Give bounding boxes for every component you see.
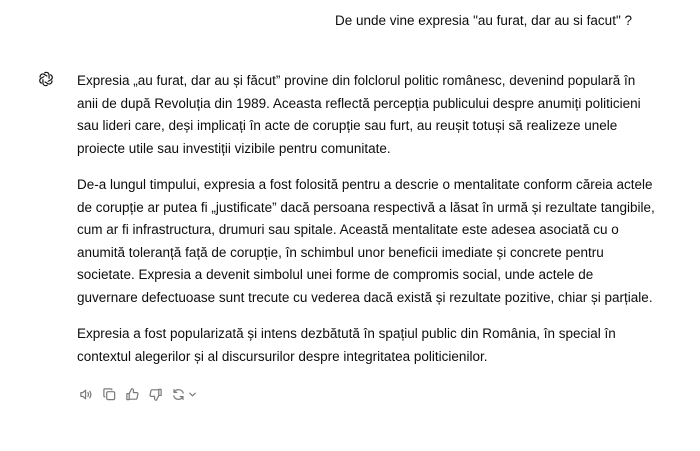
chatgpt-logo-icon xyxy=(37,70,55,88)
message-actions xyxy=(78,386,197,402)
copy-icon[interactable] xyxy=(101,386,117,402)
answer-paragraph-1: Expresia „au furat, dar au și făcut” provine din folclorul politic românesc, devenind populară în anii de după Revoluția din 1989. Aceasta reflectă percepția publicului despre anumiți politicieni sau lideri care, deși implicați în acte de corupție sau furt, au reușit totuși să realizeze unele proiecte utile sau investiții vizibile pentru comunitate. xyxy=(77,73,641,156)
user-message: De unde vine expresia "au furat, dar au si facut" ? xyxy=(334,13,632,28)
assistant-message xyxy=(77,70,657,382)
thumbs-up-icon[interactable] xyxy=(124,386,140,402)
answer-paragraph-3: Expresia a fost popularizată și intens dezbătută în spațiul public din România, în special în contextul alegerilor și al discursurilor despre integritatea politicienilor. xyxy=(77,326,616,364)
read-aloud-icon[interactable] xyxy=(78,386,94,402)
regenerate-button[interactable] xyxy=(170,386,197,402)
regenerate-icon[interactable] xyxy=(170,386,186,402)
chevron-down-icon[interactable] xyxy=(187,386,197,402)
thumbs-down-icon[interactable] xyxy=(147,386,163,402)
answer-paragraph-2: De-a lungul timpului, expresia a fost folosită pentru a descrie o mentalitate conform căreia actele de corupție ar putea fi „justificate” dacă persoana respectivă a lăsat în urmă și rezultate tangibile, cum ar fi infrastructura, drumuri sau spitale. Această mentalitate este adesea asociată cu o anumită toleranță față de corupție, în schimbul unor beneficii imediate și concrete pentru societate. Expresia a devenit simbolul unei forme de compromis social, unde actele de guvernare defectuoase sunt trecute cu vederea dacă există și rezultate pozitive, chiar și parțiale. xyxy=(77,177,655,305)
